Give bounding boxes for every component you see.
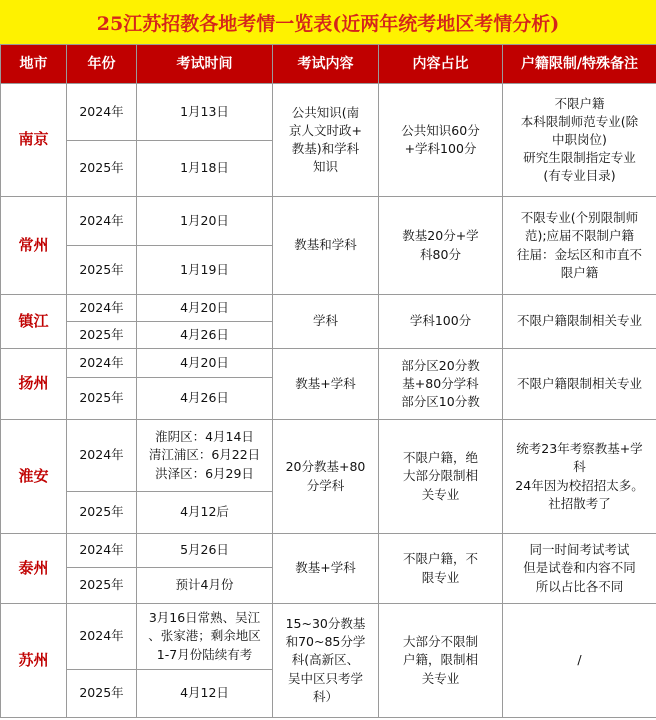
content-cell: 教基和学科 [273,197,379,295]
year-cell: 2024年 [67,197,137,246]
date-cell: 4月20日 [137,295,273,322]
exam-table [0,44,656,718]
city-cell-suzhou: 苏州 [1,604,67,718]
year-cell: 2024年 [67,84,137,141]
year-cell: 2024年 [67,349,137,378]
ratio-cell: 部分区20分教 基+80分学科 部分区10分教 [379,349,503,420]
header-remarks: 户籍限制/特殊备注 [503,45,656,84]
note-cell: 不限户籍限制相关专业 [503,349,656,420]
date-cell: 淮阴区：4月14日 清江浦区：6月22日 洪泽区：6月29日 [137,420,273,492]
year-cell: 2024年 [67,420,137,492]
header-exam-content: 考试内容 [273,45,379,84]
header-city: 地市 [1,45,67,84]
note-cell: 不限户籍限制相关专业 [503,295,656,349]
city-cell-changzhou: 常州 [1,197,67,295]
content-cell: 20分教基+80 分学科 [273,420,379,534]
date-cell: 3月16日常熟、吴江 、张家港；剩余地区 1-7月份陆续有考 [137,604,273,670]
sheet-title: 25江苏招教各地考情一览表(近两年统考地区考情分析) [0,0,656,45]
content-cell: 教基+学科 [273,534,379,604]
ratio-cell: 不限户籍，不 限专业 [379,534,503,604]
content-cell: 15~30分教基 和70~85分学 科(高新区、 吴中区只考学 科） [273,604,379,718]
ratio-cell: 公共知识60分 +学科100分 [379,84,503,197]
date-cell: 1月13日 [137,84,273,141]
note-cell: 统考23年考察教基+学 科 24年因为校招招太多。 社招散考了 [503,420,656,534]
content-cell: 公共知识(南 京人文时政+ 教基)和学科 知识 [273,84,379,197]
content-cell: 学科 [273,295,379,349]
city-cell-zhenjiang: 镇江 [1,295,67,349]
city-cell-taizhou: 泰州 [1,534,67,604]
header-row [1,45,656,84]
year-cell: 2025年 [67,141,137,197]
date-cell: 5月26日 [137,534,273,568]
table-row [1,604,656,670]
date-cell: 1月19日 [137,246,273,295]
note-cell: 不限专业(个别限制师 范);应届不限制户籍 往届：金坛区和市直不 限户籍 [503,197,656,295]
city-cell-yangzhou: 扬州 [1,349,67,420]
date-cell: 4月26日 [137,378,273,420]
header-exam-time: 考试时间 [137,45,273,84]
date-cell: 预计4月份 [137,568,273,604]
table-row [1,197,656,246]
header-year: 年份 [67,45,137,84]
city-cell-nanjing: 南京 [1,84,67,197]
year-cell: 2024年 [67,534,137,568]
date-cell: 4月26日 [137,322,273,349]
table-row [1,349,656,378]
content-cell: 教基+学科 [273,349,379,420]
year-cell: 2025年 [67,492,137,534]
table-row [1,295,656,322]
ratio-cell: 教基20分+学 科80分 [379,197,503,295]
ratio-cell: 学科100分 [379,295,503,349]
date-cell: 1月20日 [137,197,273,246]
date-cell: 4月20日 [137,349,273,378]
note-cell: 不限户籍 本科限制师范专业(除 中职岗位) 研究生限制指定专业 (有专业目录) [503,84,656,197]
date-cell: 4月12日 [137,670,273,718]
year-cell: 2025年 [67,378,137,420]
table-row [1,534,656,568]
year-cell: 2025年 [67,322,137,349]
date-cell: 1月18日 [137,141,273,197]
year-cell: 2025年 [67,246,137,295]
note-cell: / [503,604,656,718]
table-row [1,84,656,141]
year-cell: 2025年 [67,568,137,604]
city-cell-huaian: 淮安 [1,420,67,534]
year-cell: 2025年 [67,670,137,718]
ratio-cell: 大部分不限制 户籍，限制相 关专业 [379,604,503,718]
date-cell: 4月12后 [137,492,273,534]
year-cell: 2024年 [67,604,137,670]
year-cell: 2024年 [67,295,137,322]
header-content-ratio: 内容占比 [379,45,503,84]
table-row [1,420,656,492]
ratio-cell: 不限户籍，绝 大部分限制相 关专业 [379,420,503,534]
note-cell: 同一时间考试考试 但是试卷和内容不同 所以占比各不同 [503,534,656,604]
